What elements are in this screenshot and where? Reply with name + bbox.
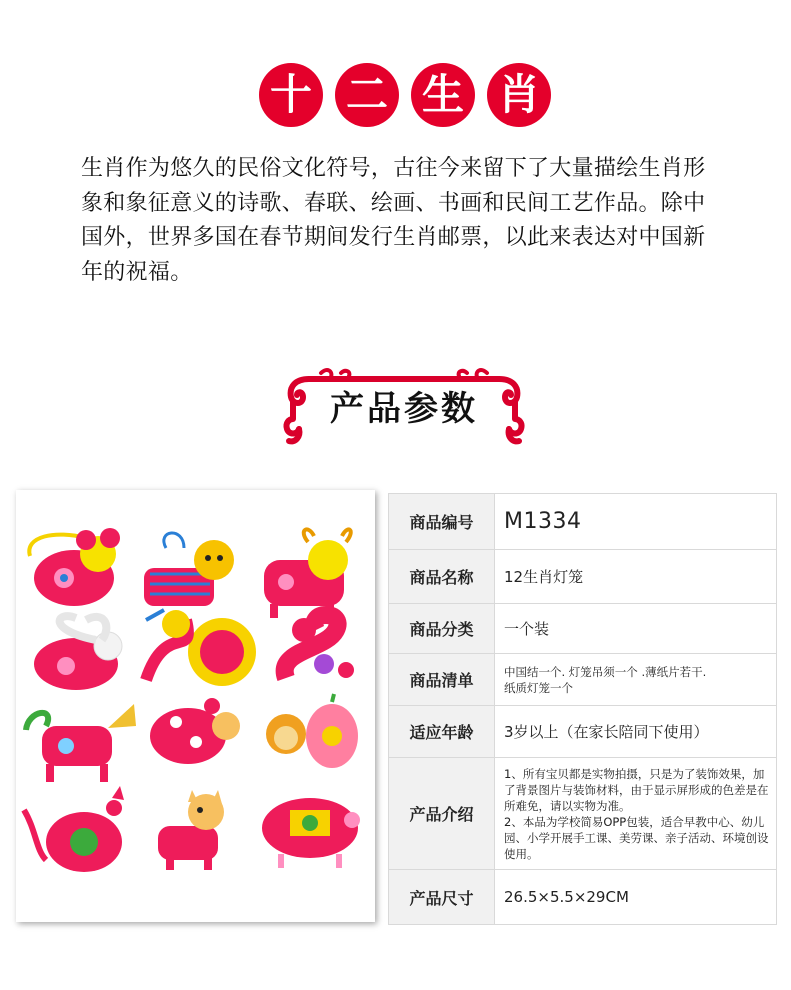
spec-label: 商品清单 <box>389 654 495 706</box>
spec-value: 12生肖灯笼 <box>495 550 777 604</box>
rat-lantern-icon <box>29 528 120 606</box>
spec-row <box>389 758 777 870</box>
section-title: 产品参数 <box>330 389 478 429</box>
title-char-4: 肖 <box>487 63 551 127</box>
spec-value: 中国结一个. 灯笼吊须一个 .薄纸片若干. 纸质灯笼一个 <box>495 654 777 706</box>
zodiac-lanterns-illustration <box>16 490 375 922</box>
dragon-lantern-icon <box>146 610 256 686</box>
spec-row <box>389 550 777 604</box>
title-char-3: 生 <box>411 63 475 127</box>
dog-lantern-icon <box>158 790 224 870</box>
spec-row <box>389 870 777 925</box>
title-badges <box>259 63 551 127</box>
rabbit-lantern-icon <box>34 616 122 690</box>
spec-label: 适应年龄 <box>389 706 495 758</box>
spec-label: 产品尺寸 <box>389 870 495 925</box>
spec-value: 1、所有宝贝都是实物拍摄，只是为了装饰效果，加了背景图片与装饰材料，由于显示屏形成的色差是在所难免，请以实物为准。 2、本品为学校简易OPP包装，适合早教中心、幼儿园、小学开展手工课、美劳课、亲子活动、环境创设使用。 <box>495 758 777 870</box>
tiger-lantern-icon <box>144 533 234 606</box>
monkey-lantern-icon <box>266 694 358 768</box>
spec-label: 商品编号 <box>389 494 495 550</box>
spec-row <box>389 604 777 654</box>
spec-value: M1334 <box>495 494 777 550</box>
spec-label: 产品介绍 <box>389 758 495 870</box>
spec-row <box>389 706 777 758</box>
spec-value: 3岁以上（在家长陪同下使用） <box>495 706 777 758</box>
spec-label: 商品分类 <box>389 604 495 654</box>
spec-table <box>388 493 777 925</box>
pig-lantern-icon <box>262 798 360 868</box>
product-image <box>16 490 375 922</box>
title-char-2: 二 <box>335 63 399 127</box>
rooster-lantern-icon <box>24 786 124 872</box>
spec-label: 商品名称 <box>389 550 495 604</box>
spec-value: 26.5×5.5×29CM <box>495 870 777 925</box>
horse-lantern-icon <box>26 704 136 782</box>
spec-row <box>389 654 777 706</box>
section-heading <box>281 367 527 447</box>
ox-lantern-icon <box>264 529 351 618</box>
snake-lantern-icon <box>285 615 354 678</box>
sheep-lantern-icon <box>150 698 240 764</box>
spec-row <box>389 494 777 550</box>
title-char-1: 十 <box>259 63 323 127</box>
spec-value: 一个装 <box>495 604 777 654</box>
intro-paragraph: 生肖作为悠久的民俗文化符号，古往今来留下了大量描绘生肖形象和象征意义的诗歌、春联、绘画、书画和民间工艺作品。除中国外，世界多国在春节期间发行生肖邮票，以此来表达对中国新年的祝福。 <box>81 156 706 285</box>
